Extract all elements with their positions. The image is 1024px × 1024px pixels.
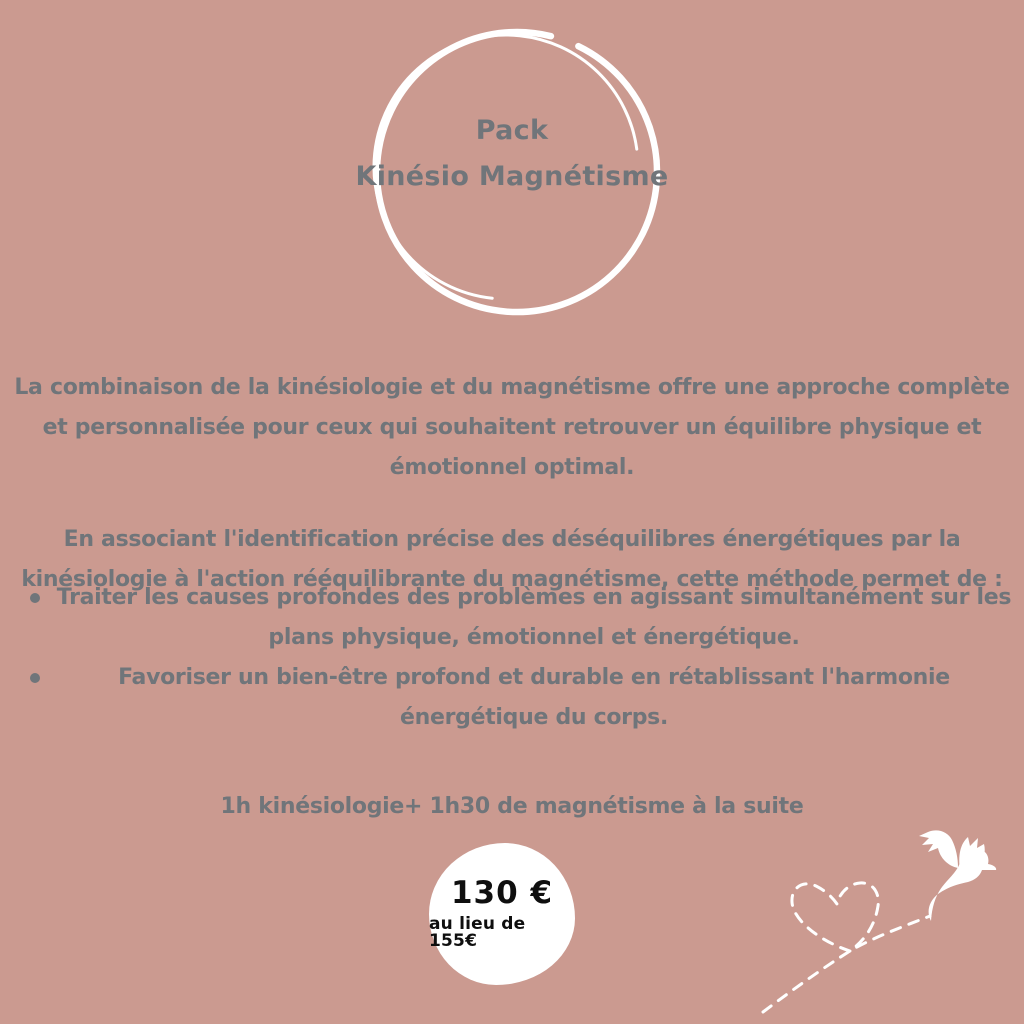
dashed-heart-trail-icon <box>763 883 930 1012</box>
session-duration-line: 1h kinésiologie+ 1h30 de magnétisme à la suite <box>220 794 804 819</box>
price-badge <box>429 843 575 985</box>
price-note: au lieu de 155€ <box>429 914 526 951</box>
method-paragraph: En associant l'identification précise des déséquilibres énergétiques par la kinésiologie à l'action rééquilibrante du magnétisme, cette méthode permet de : <box>21 527 1003 592</box>
list-item-text: Traiter les causes profondes des problèmes en agissant simultanément sur les plans physique, émotionnel et énergétique. <box>56 585 1012 650</box>
bullet-dot-icon <box>30 673 40 683</box>
price-amount: 130 € <box>450 875 554 911</box>
title-line-1: Pack <box>475 115 549 146</box>
title-line-2: Kinésio Magnétisme <box>355 161 669 192</box>
intro-paragraph: La combinaison de la kinésiologie et du magnétisme offre une approche complète et personnalisée pour ceux qui souhaitent retrouver un équilibre physique et émotionnel optimal. <box>14 375 1010 480</box>
benefits-list <box>12 578 1012 738</box>
list-item <box>12 658 1012 738</box>
bullet-dot-icon <box>30 593 40 603</box>
list-item <box>12 578 1012 658</box>
page-title <box>0 108 1024 200</box>
list-item-text: Favoriser un bien-être profond et durable en rétablissant l'harmonie énergétique du corps. <box>118 665 950 730</box>
dove-icon <box>919 830 996 921</box>
